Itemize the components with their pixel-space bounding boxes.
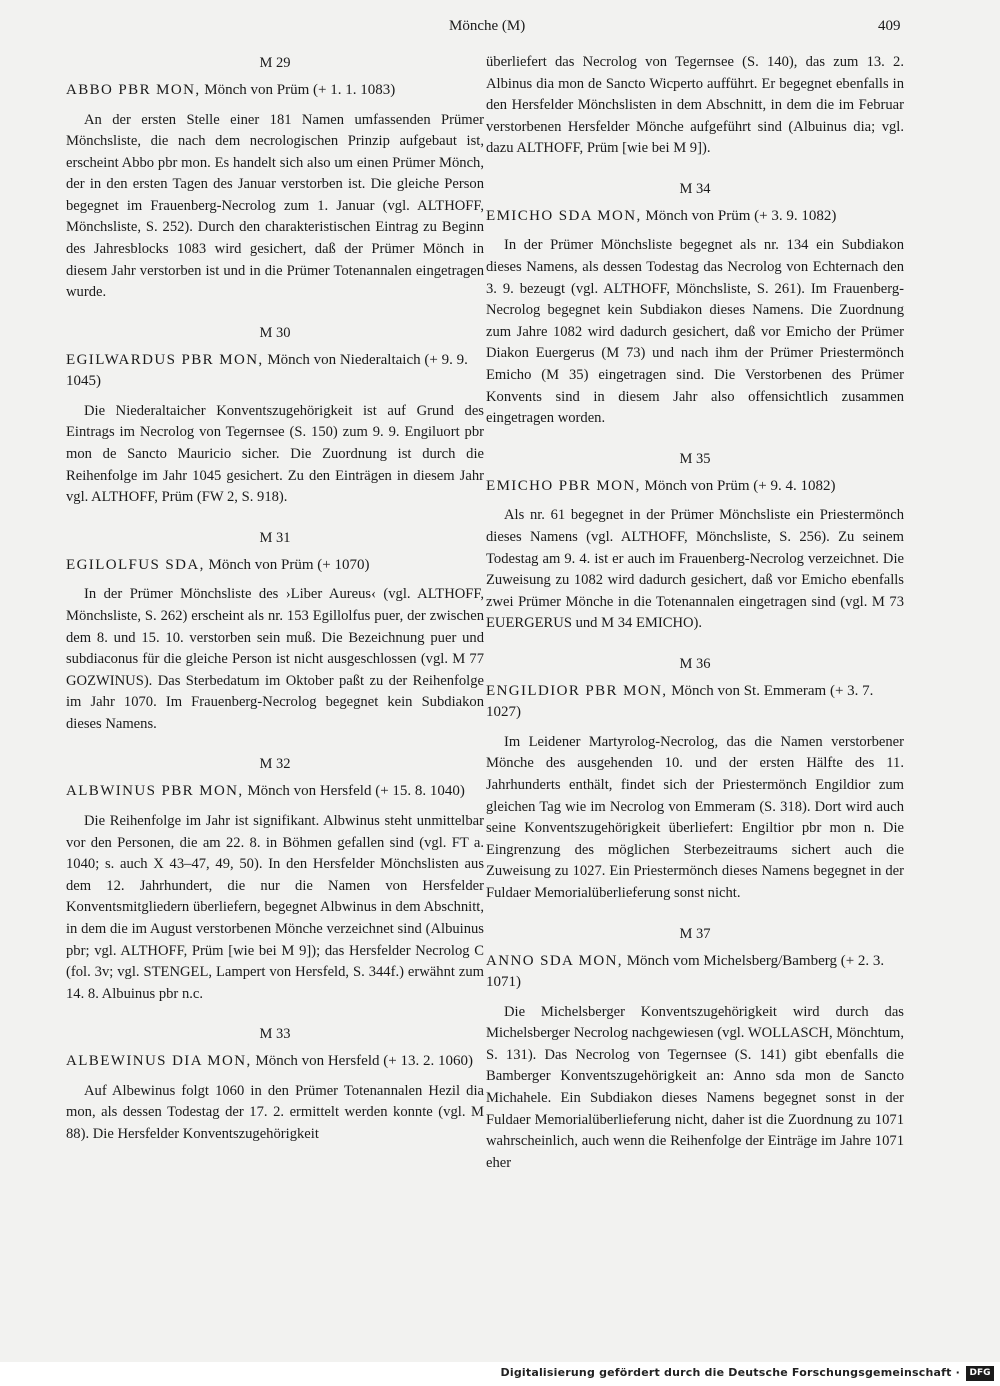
- entry-heading: [66, 555, 484, 577]
- digitization-footer: [0, 1362, 1000, 1386]
- entry-description: Mönch von Prüm (+ 9. 4. 1082): [640, 477, 836, 494]
- entry-description: Mönch vom Michelsberg/Bamberg (+ 2. 3. 1071): [486, 952, 885, 991]
- entry: [66, 527, 484, 736]
- entry-heading: [486, 681, 904, 724]
- running-head: [0, 18, 1000, 40]
- entry-body: Als nr. 61 begegnet in der Prümer Mönchsliste ein Priestermönch dieses Namens (vgl. ALTHOFF, Mönchsliste, S. 256). Zu seinem Todestag am 9. 4. ist er auch im Frauenberg-Necrolog verzeichnet. Die Zuweisung zu 1082 wird dadurch gesichert, daß vor Emicho ebenfalls zwei Prümer Mönche in die Totenannalen eingetragen sind (vgl. M 73 EUERGERUS und M 34 EMICHO).: [486, 507, 904, 632]
- entry-heading: [486, 951, 904, 994]
- entry-body: Auf Albewinus folgt 1060 in den Prümer Totenannalen Hezil dia mon, als dessen Todestag der 17. 2. ermittelt werden konnte (vgl. M 88). Die Hersfelder Konventszugehörigkeit: [66, 1082, 484, 1142]
- entry-description: Mönch von Prüm (+ 1070): [204, 556, 370, 573]
- entry: [486, 923, 904, 1175]
- entry-heading: [66, 1051, 484, 1073]
- entry-description: Mönch von Niederaltaich (+ 9. 9. 1045): [66, 351, 468, 390]
- entry-name: ANNO SDA MON,: [486, 952, 623, 969]
- entry-number: M 32: [259, 756, 291, 773]
- entry-number: M 33: [259, 1026, 291, 1043]
- entry-body: An der ersten Stelle einer 181 Namen umfassenden Prümer Mönchsliste, die nach dem necrologischen Prinzip aufgebaut ist, erscheint Abbo pbr mon. Es handelt sich also um einen Prümer Mönch, der in den ersten Tagen des Januar verstorben ist. Die gleiche Person begegnet im Frauenberg-Necrolog zum 1. Januar (vgl. ALTHOFF, Mönchsliste, S. 252). Durch den charakteristischen Eintrag zu Beginn des Jahresblocks 1083 wird gesichert, daß der Prümer Mönch in diesem Jahr verstorben ist und in die Prümer Totenannalen eingetragen wurde.: [66, 111, 484, 301]
- entry-body: In der Prümer Mönchsliste des ›Liber Aureus‹ (vgl. ALTHOFF, Mönchsliste, S. 262) erscheint als nr. 153 Egillolfus puer, der zwischen dem 8. und 15. 10. verstorben sein muß. Die Bezeichnung puer und subdiaconus für die gleiche Person ist nicht ausgeschlossen (vgl. M 77 GOZWINUS). Das Sterbedatum im Oktober paßt zu der Reihenfolge im Jahr 1070. Im Frauenberg-Necrolog begegnet kein Subdiakon dieses Namens.: [66, 586, 484, 732]
- right-column: [486, 52, 904, 1174]
- entry-heading: [66, 350, 484, 393]
- entry-description: Mönch von Prüm (+ 1. 1. 1083): [200, 82, 396, 98]
- page-number: 409: [878, 18, 901, 34]
- entry-heading: [486, 206, 904, 228]
- entry-heading: [66, 80, 484, 102]
- entry: [486, 178, 904, 430]
- entry-body: Im Leidener Martyrolog-Necrolog, das die Namen verstorbener Mönche des ausgehenden 10. und der ersten Hälfte des 11. Jahrhunderts enthält, findet sich der Priestermönch Engildior zum gleichen Tag wie im Necrolog von Emmeram (S. 318). Dort wird auch seine Konventszugehörigkeit überliefert: Engiltior pbr mon n. Die Eingrenzung des möglichen Sterbezeitraums sichert auch die Zuweisung zu 1027. Ein Priestermönch dieses Namens begegnet in der Fuldaer Memorialüberlieferung sonst nicht.: [486, 733, 904, 902]
- entry: [486, 448, 904, 635]
- left-column: [66, 52, 484, 1146]
- entry-description: Mönch von St. Emmeram (+ 3. 7. 1027): [486, 682, 874, 721]
- entry-name: ALBWINUS PBR MON,: [66, 783, 244, 800]
- running-title: Mönche (M): [449, 18, 526, 34]
- entry-number: M 36: [679, 655, 711, 672]
- entry-number: M 29: [259, 55, 291, 71]
- footer-credit: Digitalisierung gefördert durch die Deutsche Forschungsgemeinschaft ·: [500, 1366, 960, 1379]
- entry-name: ENGILDIOR PBR MON,: [486, 682, 668, 699]
- entry-name: EMICHO PBR MON,: [486, 477, 641, 494]
- entry: [66, 322, 484, 509]
- entry: [486, 653, 904, 905]
- entry: [66, 753, 484, 1005]
- entry-number: M 37: [679, 925, 711, 942]
- entry-body: Die Michelsberger Konventszugehörigkeit wird durch das Michelsberger Necrolog nachgewiesen (vgl. WOLLASCH, Mönchtum, S. 131). Das Necrolog von Tegernsee (S. 141) gibt ebenfalls die Bamberger Konventszugehörigkeit an: Anno sda mon de Sancto Michahele. Ein Subdiakon dieses Namens begegnet sonst in der Fuldaer Memorialüberlieferung nicht, daher ist die Zuordnung zu 1071 wahrscheinlich, auch wenn die Reihenfolge der Einträge im Jahre 1071 eher: [486, 1003, 904, 1171]
- entry-heading: [66, 781, 484, 803]
- entry-name: EGILOLFUS SDA,: [66, 556, 205, 573]
- entry-name: EGILWARDUS PBR MON,: [66, 351, 264, 368]
- dfg-logo: DFG: [966, 1366, 994, 1381]
- entry-description: Mönch von Prüm (+ 3. 9. 1082): [641, 207, 837, 224]
- entry-body: In der Prümer Mönchsliste begegnet als nr. 134 ein Subdiakon dieses Namens, als dessen Todestag das Necrolog von Echternach den 3. 9. bezeugt (vgl. ALTHOFF, Mönchsliste, S. 261). Im Frauenberg-Necrolog begegnet kein Subdiakon dieses Namens. Die Zuordnung zum Jahre 1082 wird dadurch gesichert, daß vor Emicho der Prümer Diakon Euergerus (M 73) und nach ihm der Prümer Priestermönch Emicho (M 35) eingetragen sind. Die Verstorbenen des Prümer Konvents sind in diesem Jahr also offensichtlich zusammen eingetragen worden.: [486, 237, 904, 427]
- entry-description: Mönch von Hersfeld (+ 15. 8. 1040): [243, 783, 465, 800]
- entry-description: Mönch von Hersfeld (+ 13. 2. 1060): [251, 1053, 473, 1070]
- entry-heading: [486, 476, 904, 498]
- entry-body: Die Niederaltaicher Konventszugehörigkeit ist auf Grund des Eintrags im Necrolog von Tegernsee (S. 150) zum 9. 9. Engiluort pbr mon de Sancto Mauricio sicher. Die Zuordnung ist durch die Reihenfolge im Jahr 1045 gesichert. Zu den Einträgen in diesem Jahr vgl. ALTHOFF, Prüm (FW 2, S. 918).: [66, 402, 484, 506]
- entry-body: Die Reihenfolge im Jahr ist signifikant. Albwinus steht unmittelbar vor den Personen, die am 22. 8. in Böhmen gefallen sind (vgl. FT a. 1040; s. auch X 43–47, 49, 50). In den Hersfelder Mönchslisten aus dem 12. Jahrhundert, die nur die Namen von Hersfelder Konventsmitgliedern überliefern, begegnet Albwinus in dem Abschnitt, in dem die im August verstorbenen Mönche verzeichnet sind (Albuinus pbr; vgl. ALTHOFF, Prüm [wie bei M 9]); das Hersfelder Necrolog C (fol. 3v; vgl. STENGEL, Lampert von Hersfeld, S. 344f.) erwähnt zum 14. 8. Albuinus pbr n.c.: [66, 812, 484, 1002]
- entry: [66, 1023, 484, 1145]
- entry-number: M 34: [679, 180, 711, 197]
- entry-name: EMICHO SDA MON,: [486, 207, 642, 224]
- entry-number: M 35: [679, 450, 711, 467]
- entry-name: ABBO PBR MON,: [66, 82, 201, 98]
- entry-number: M 31: [259, 529, 291, 546]
- entry-name: ALBEWINUS DIA MON,: [66, 1053, 252, 1070]
- entry-number: M 30: [259, 324, 291, 341]
- entry-body-continued: überliefert das Necrolog von Tegernsee (S. 140), das zum 13. 2. Albinus dia mon de Sancto Wicperto aufführt. Er begegnet ebenfalls in den Hersfelder Mönchslisten in dem Abschnitt, in dem die im Februar verstorbenen Hersfelder Mönche aufgeführt sind (Albuinus dia; vgl. dazu ALTHOFF, Prüm [wie bei M 9]).: [486, 54, 904, 157]
- entry: [66, 52, 484, 304]
